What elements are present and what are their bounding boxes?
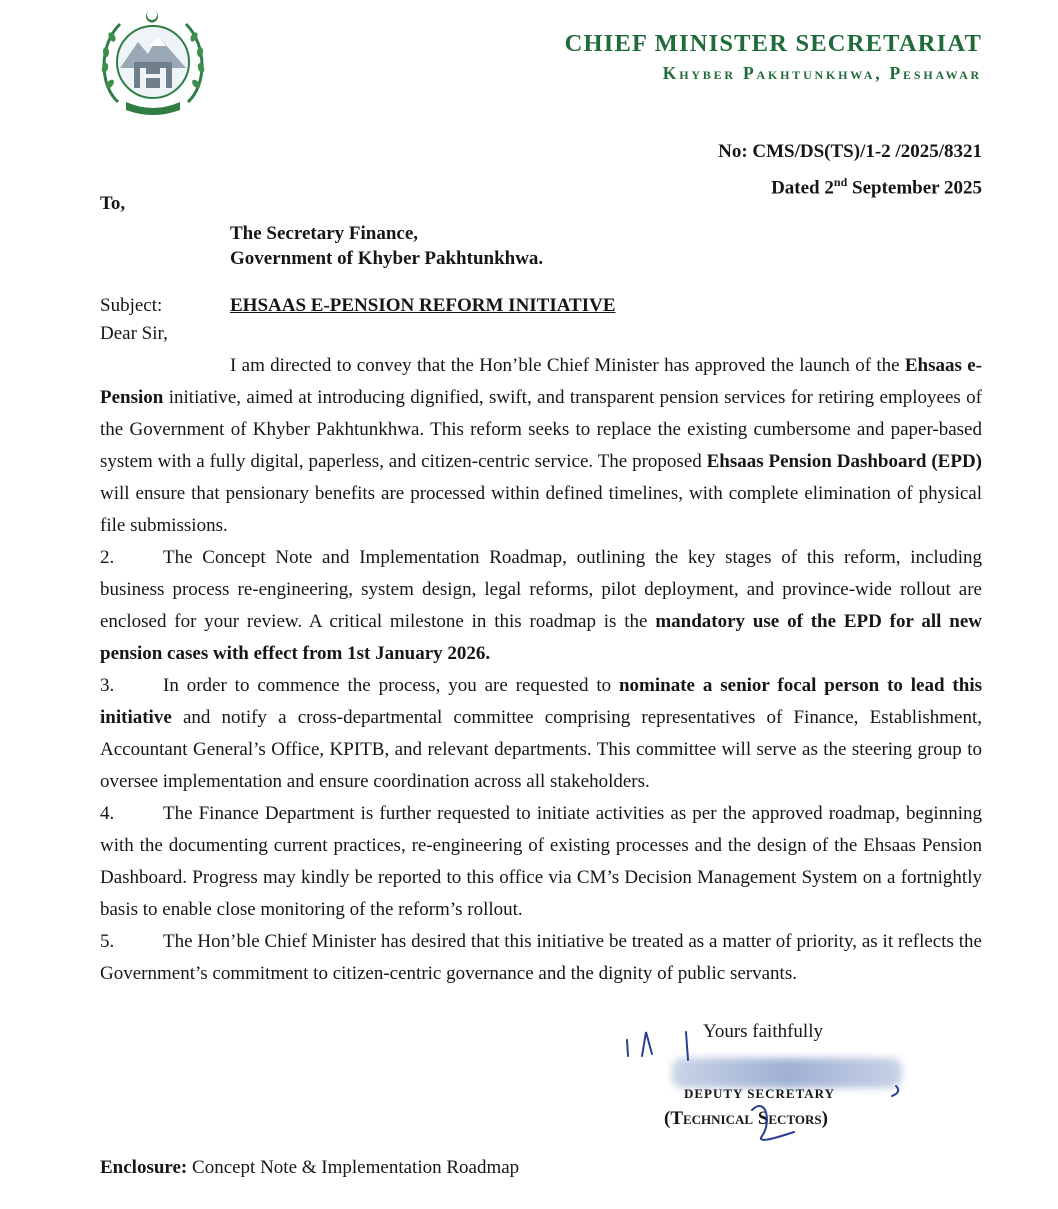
reference-block (718, 137, 982, 203)
handwritten-signature-icon (616, 1026, 916, 1166)
signatory-sector: (Technical Sectors) (664, 1108, 828, 1129)
addressee-line-1: The Secretary Finance, (230, 223, 419, 244)
paragraph-2: 2. The Concept Note and Implementation Roadmap, outlining the key stages of this reform, including business process re-engineering, system design, legal reforms, pilot deployment, and province-wide rollout are enclosed for your review. A critical milestone in this roadmap is the mandatory use of the EPD for all new pension cases with effect from 1st January 2026. (100, 547, 982, 664)
enclosure-text: Concept Note & Implementation Roadmap (187, 1157, 520, 1178)
reference-number: No: CMS/DS(TS)/1-2 /2025/8321 (718, 141, 982, 162)
kpk-government-emblem-icon (96, 6, 210, 118)
signatory-designation: DEPUTY SECRETARY (684, 1086, 835, 1101)
addressee-line-2: Government of Khyber Pakhtunkhwa. (230, 248, 544, 269)
paragraph-1: I am directed to convey that the Hon’ble Chief Minister has approved the launch of the Ehsaas e-Pension initiative, aimed at introducing dignified, swift, and transparent pension services for retiring employees of the Government of Khyber Pakhtunkhwa. This reform seeks to replace the existing cumbersome and paper-based system with a fully digital, paperless, and citizen-centric service. The proposed Ehsaas Pension Dashboard (EPD) will ensure that pensionary benefits are processed within defined timelines, with complete elimination of physical file submissions. (100, 355, 982, 536)
reference-date: Dated 2nd September 2025 (771, 175, 982, 199)
letter-body (100, 350, 982, 990)
addressee (230, 221, 543, 271)
paragraph-4: 4. The Finance Department is further requested to initiate activities as per the approved roadmap, beginning with the documenting current practices, re-engineering of existing processes and the design of the Ehsaas Pension Dashboard. Progress may kindly be reported to this office via CM’s Decision Management System on a fortnightly basis to enable close monitoring of the reform’s rollout. (100, 803, 982, 920)
enclosure-label: Enclosure: (100, 1157, 188, 1178)
enclosure-line (100, 1157, 519, 1179)
letterhead-subtitle: Khyber Pakhtunkhwa, Peshawar (662, 63, 982, 83)
paragraph-3: 3. In order to commence the process, you are requested to nominate a senior focal person to lead this initiative and notify a cross-departmental committee comprising representatives of Finance, Establishment, Accountant General’s Office, KPITB, and relevant departments. This committee will serve as the steering group to oversee implementation and ensure coordination across all stakeholders. (100, 675, 982, 792)
paragraph-5: 5. The Hon’ble Chief Minister has desired that this initiative be treated as a matter of priority, as it reflects the Government’s commitment to citizen-centric governance and the dignity of public servants. (100, 931, 982, 984)
letterhead-title: CHIEF MINISTER SECRETARIAT (564, 30, 982, 57)
salutation: Dear Sir, (100, 323, 168, 344)
to-label: To, (100, 193, 126, 214)
closing-yours-faithfully: Yours faithfully (703, 1021, 823, 1042)
subject-text: EHSAAS E-PENSION REFORM INITIATIVE (230, 295, 616, 316)
subject-label: Subject: (100, 295, 163, 316)
